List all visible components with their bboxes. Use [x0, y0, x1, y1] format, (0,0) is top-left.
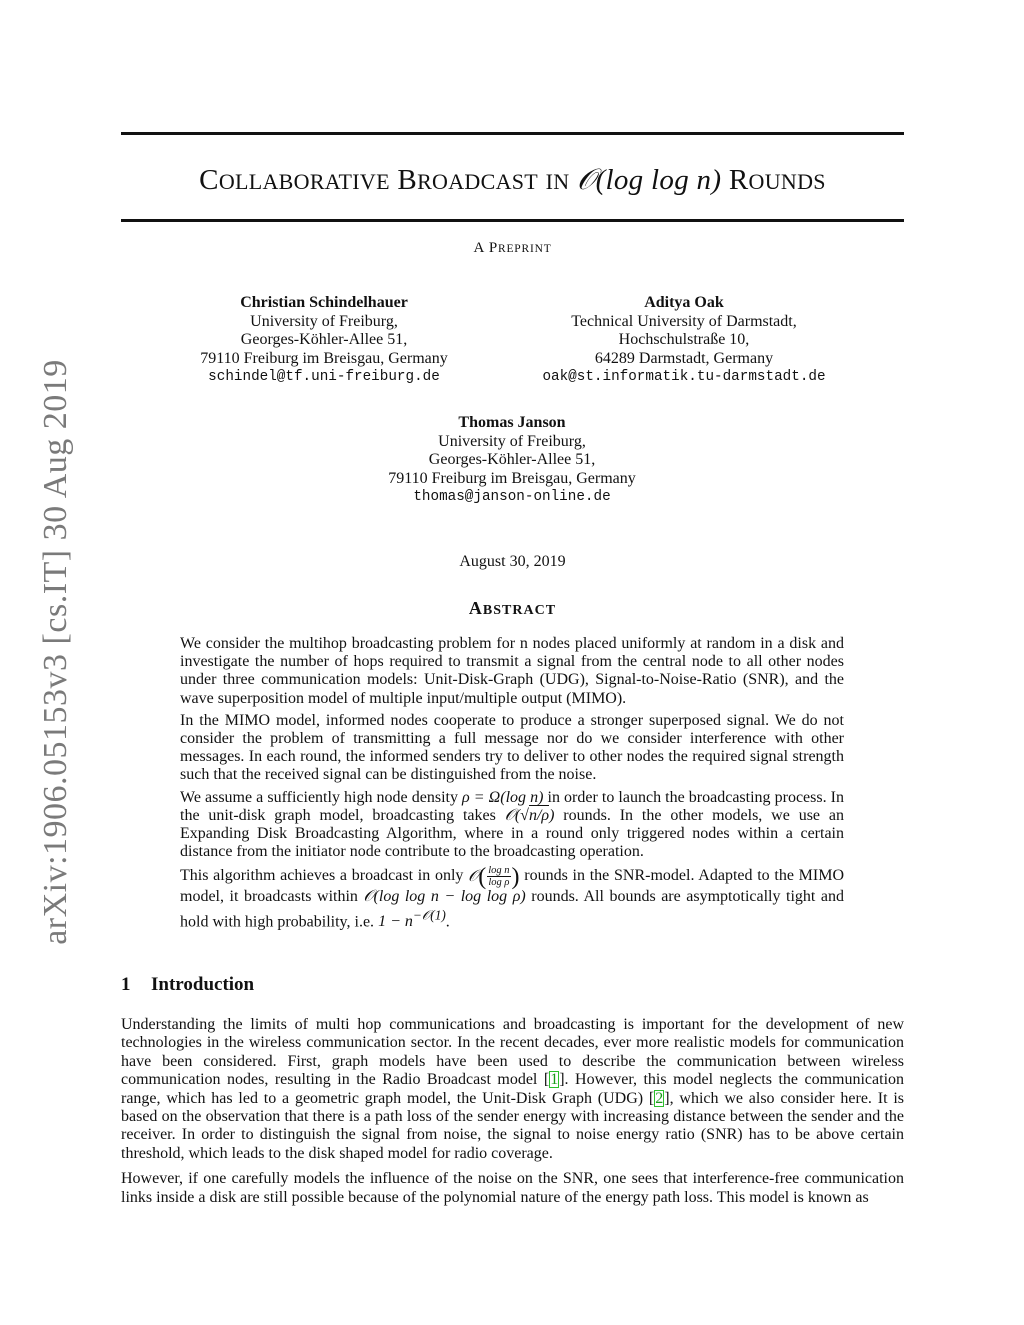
author-email[interactable]: schindel@tf.uni-freiburg.de — [208, 369, 440, 385]
title-math: 𝒪(log log n) — [577, 164, 722, 196]
title-rule-bottom — [121, 219, 904, 222]
section-body — [121, 1016, 904, 1214]
abstract-paragraph: This algorithm achieves a broadcast in only 𝒪( $\frac{\text{log n}}{\text{log ρ}}$ ) rounds in the SNR-model. Adapted to the MIMO model, it broadcasts within 𝒪(log log n − log log ρ) rounds. All bounds are asymptotically tight and hold with high probability, i.e. $1 - n^{-𝒪(1)}$. — [180, 863, 845, 930]
author-block — [174, 294, 474, 387]
inline-math: 𝒪(√n/ρ) — [504, 806, 555, 824]
inline-math: 𝒪(log log n − log log ρ) — [363, 888, 526, 906]
author-street: Hochschulstraße 10, — [618, 331, 750, 348]
author-affiliation: Technical University of Darmstadt, — [571, 312, 797, 330]
body-paragraph: Understanding the limits of multi hop communications and broadcasting is important for the development of new technologies in the wireless communication sector. In the recent decades, ever more realistic models for communication have been considered. First, graph models have been used to describe the communication between wireless communication nodes, resulting in the Radio Broadcast model [1]. However, this model neglects the communication range, which has led to a geometric graph model, the Unit-Disk Graph (UDG) [2], which we also consider here. It is based on the observation that there is a path loss of the sender energy with increasing distance between the sender and the receiver. In order to distinguish the signal from noise, the signal to noise energy ratio (SNR) has to be above certain threshold, which leads to the disk shaped model for radio coverage. — [121, 1016, 905, 1162]
author-name: Christian Schindelhauer — [240, 294, 408, 311]
author-city: 64289 Darmstadt, Germany — [594, 349, 774, 367]
inline-math: ρ = Ω(log n) — [462, 788, 544, 806]
author-email[interactable]: oak@st.informatik.tu-darmstadt.de — [542, 369, 826, 385]
fraction: $\frac{\text{log n}}{\text{log ρ}}$ — [488, 865, 510, 889]
body-paragraph: However, if one carefully models the influence of the noise on the SNR, one sees that interference-free communication links inside a disk are still possible because of the polynomial nature of the energy path loss. This model is known as — [121, 1170, 904, 1206]
inline-math: 𝒪( $\frac{\text{log n}}{\text{log ρ}}$ ) — [468, 863, 520, 890]
author-block — [362, 414, 662, 507]
abstract-body — [180, 635, 844, 935]
abstract-paragraph: In the MIMO model, informed nodes cooperate to produce a stronger superposed signal. We do not consider the problem of transmitting a full message nor do we consider interference with other messages. In each round, the informed senders try to deliver to other nodes the required signal strength such that the received signal can be distinguished from the noise. — [180, 711, 844, 784]
abstract-paragraph: We assume a sufficiently high node density ρ = Ω(log n) in order to launch the broadcasting process. In the unit-disk graph model, broadcasting takes 𝒪(√n/ρ) rounds. In the other models, we use an Expanding Disk Broadcasting Algorithm, where in a round only triggered nodes within a certain distance from the initiator node contribute to the broadcasting operation. — [180, 788, 845, 861]
author-city: 79110 Freiburg im Breisgau, Germany — [388, 469, 636, 487]
title-rule-top — [121, 132, 904, 135]
author-block — [524, 294, 844, 387]
author-street: Georges-Köhler-Allee 51, — [240, 331, 408, 348]
paper-date: August 30, 2019 — [459, 553, 566, 570]
author-city: 79110 Freiburg im Breisgau, Germany — [200, 349, 448, 367]
author-street: Georges-Köhler-Allee 51, — [428, 451, 596, 468]
author-email[interactable]: thomas@janson-online.de — [413, 489, 611, 505]
citation-link[interactable]: 1 — [550, 1071, 559, 1089]
author-affiliation: University of Freiburg, — [438, 432, 586, 450]
section-heading: 1 Introduction — [121, 974, 255, 995]
paper-title: COLLABORATIVE BROADCAST IN 𝒪(log log n) ROUNDS — [199, 164, 826, 196]
inline-math: $1 - n^{-𝒪(1)}$ — [378, 907, 446, 930]
arxiv-identifier: arXiv:1906.05153v3 [cs.IT] 30 Aug 2019 — [37, 359, 74, 945]
abstract-paragraph: We consider the multihop broadcasting problem for n nodes placed uniformly at random in a disk and investigate the number of hops required to transmit a signal from the central node to all other nodes under three communication models: Unit-Disk-Graph (UDG), Signal-to-Noise-Ratio (SNR), and the wave superposition model of multiple input/multiple output (MIMO). — [180, 635, 844, 707]
abstract-heading: ABSTRACT — [468, 598, 557, 618]
author-affiliation: University of Freiburg, — [250, 312, 398, 330]
author-name: Thomas Janson — [458, 414, 566, 431]
author-name: Aditya Oak — [644, 294, 724, 311]
preprint-label: A PREPRINT — [473, 240, 552, 256]
citation-link[interactable]: 2 — [655, 1089, 664, 1107]
